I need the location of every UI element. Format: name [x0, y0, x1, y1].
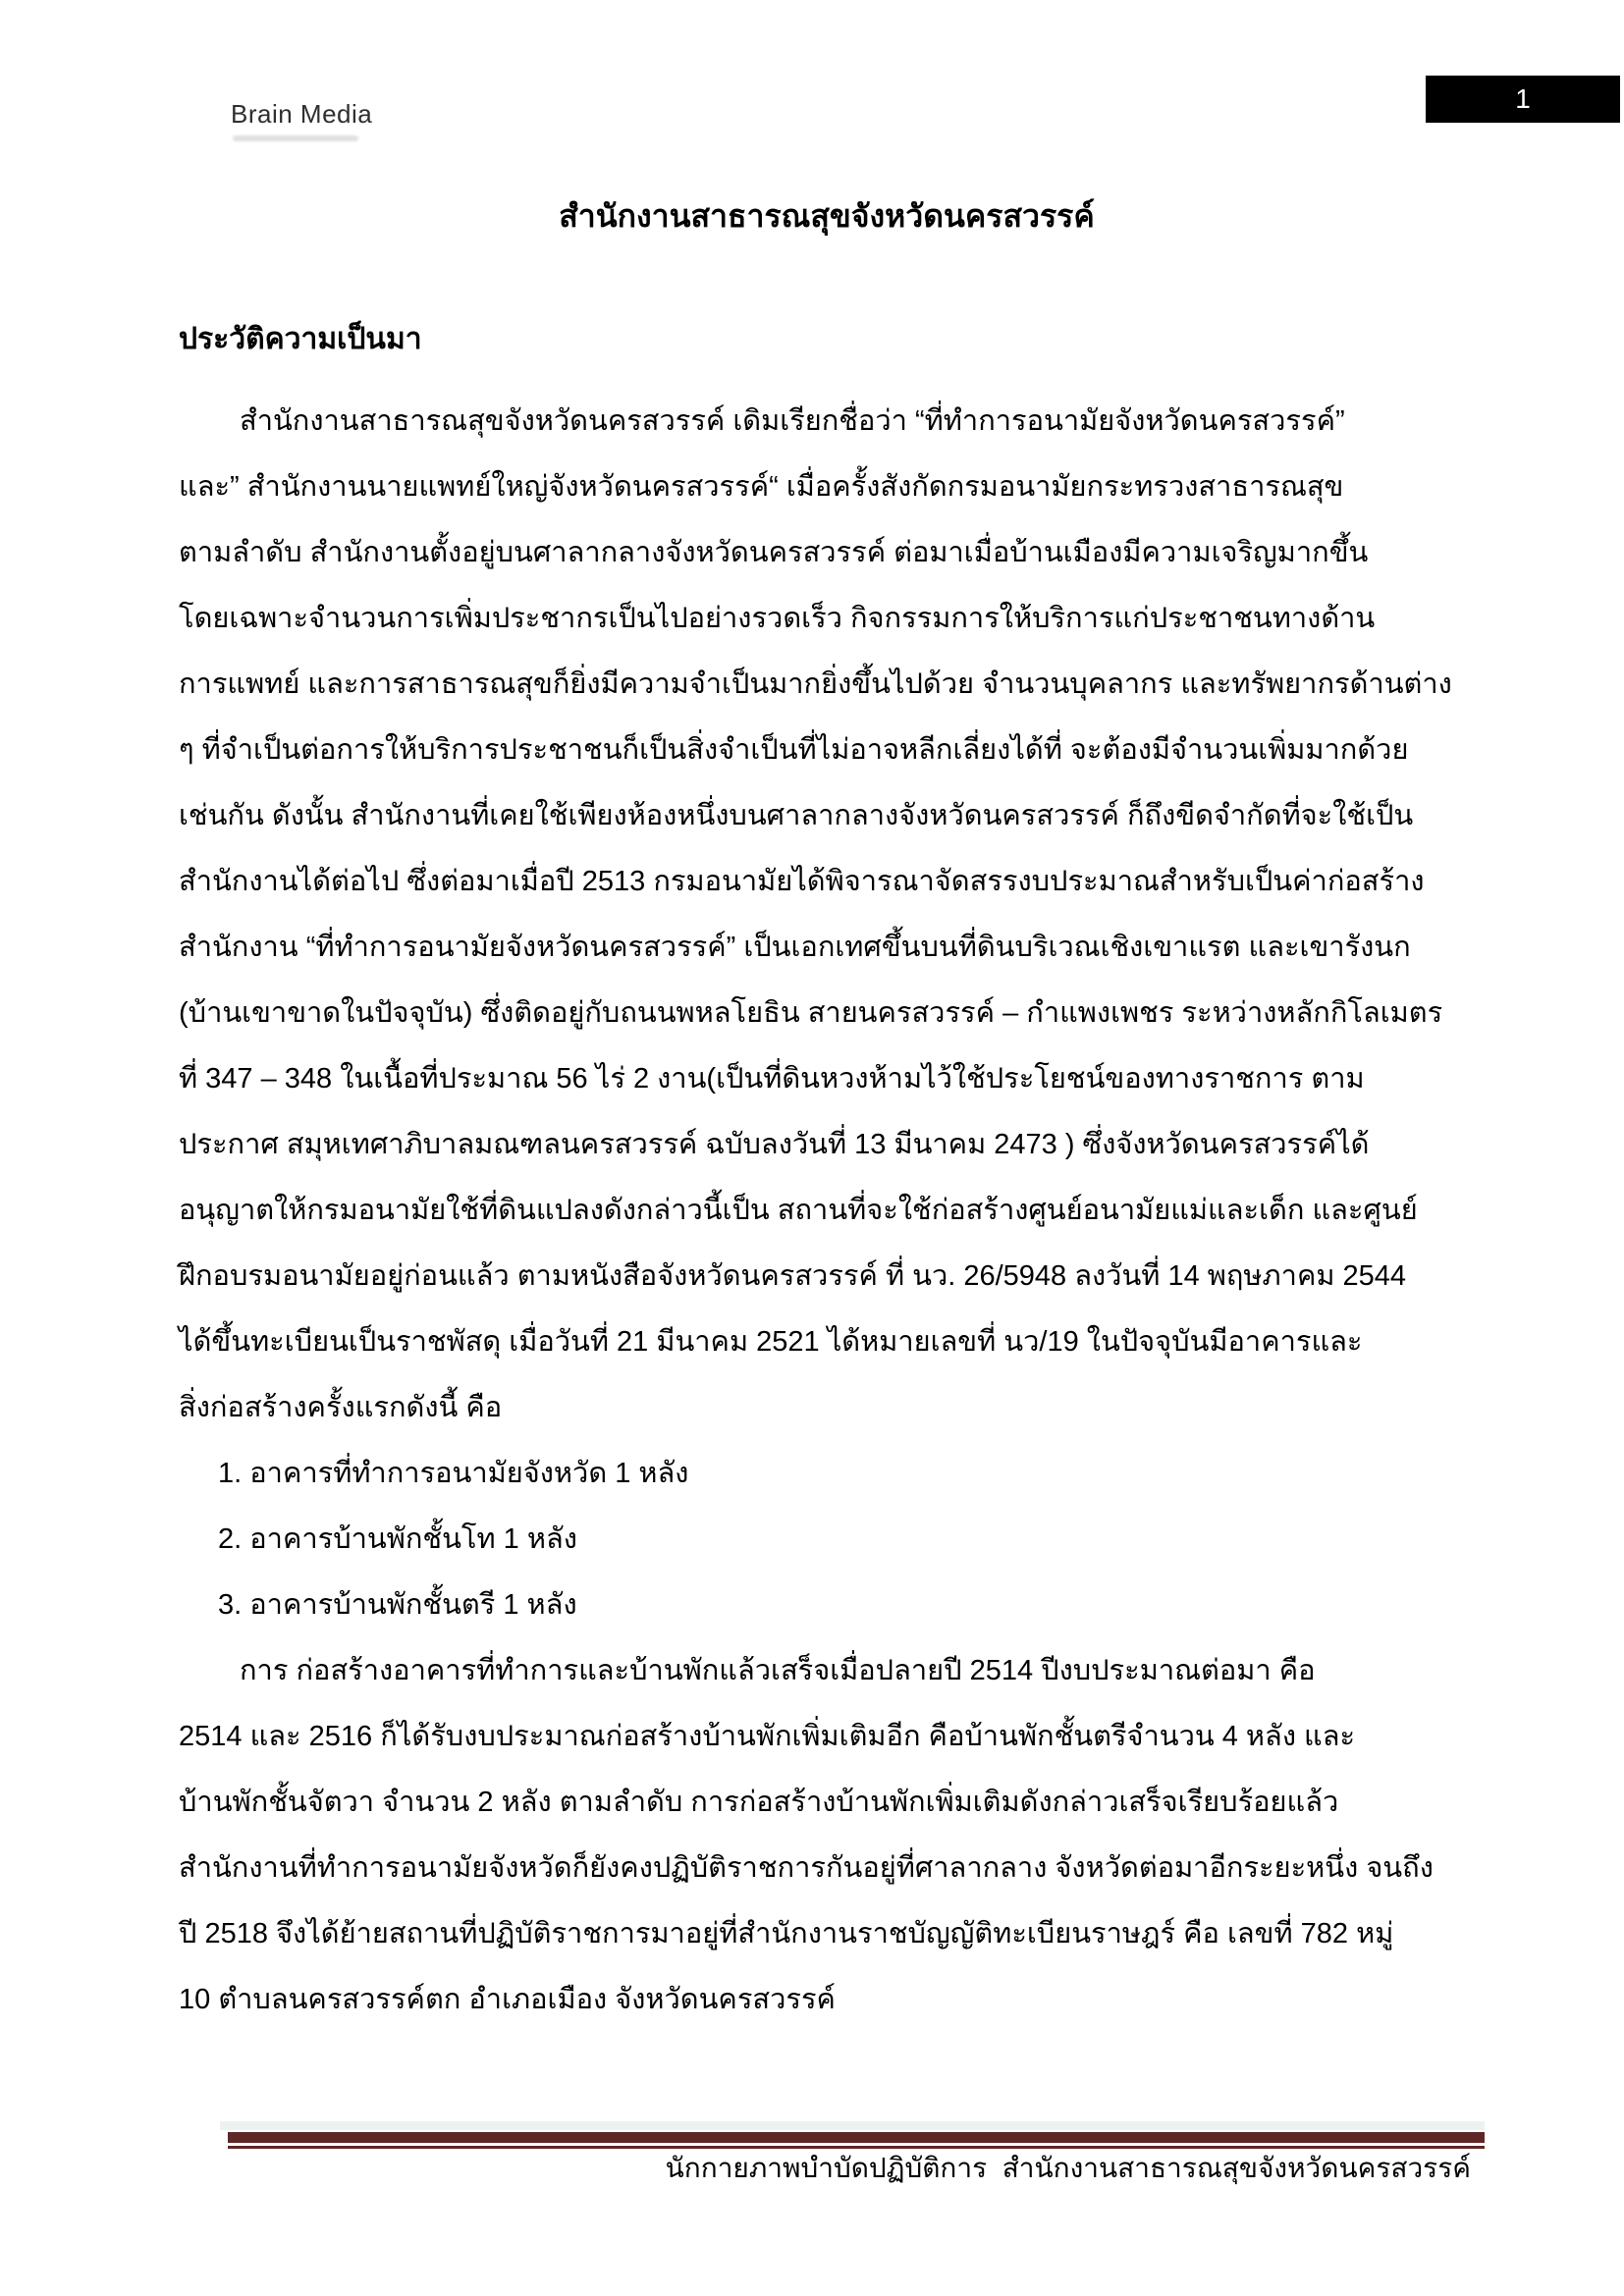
- brand-tagline-blur: [233, 135, 358, 141]
- footer-rule-thick: [228, 2132, 1485, 2143]
- footer-light-strip: [220, 2121, 1485, 2130]
- list-item: 1. อาคารที่ทำการอนามัยจังหวัด 1 หลัง: [218, 1458, 689, 1489]
- paragraph1-line: การแพทย์ และการสาธารณสุขก็ยิ่งมีความจำเป็นมากยิ่งขึ้นไปด้วย จำนวนบุคลากร และทรัพยากรด้านต่าง: [179, 668, 1452, 700]
- paragraph1-line: สำนักงานได้ต่อไป ซึ่งต่อมาเมื่อปี 2513 กรมอนามัยได้พิจารณาจัดสรรงบประมาณสำหรับเป็นค่าก่อสร้าง: [179, 866, 1425, 897]
- paragraph1-line: สำนักงาน “ที่ทำการอนามัยจังหวัดนครสวรรค์” เป็นเอกเทศขึ้นบนที่ดินบริเวณเชิงเขาแรต และเขารังนก: [179, 932, 1411, 963]
- paragraph2-line: ปี 2518 จึงได้ย้ายสถานที่ปฏิบัติราชการมาอยู่ที่สำนักงานราชบัญญัติทะเบียนราษฎร์ คือ เลขที่ 782 หมู่: [179, 1918, 1394, 1949]
- paragraph1-line: ที่ 347 – 348 ในเนื้อที่ประมาณ 56 ไร่ 2 งาน(เป็นที่ดินหวงห้ามไว้ใช้ประโยชน์ของทางราชการ ตาม: [179, 1063, 1365, 1095]
- paragraph2-line: 10 ตำบลนครสวรรค์ตก อำเภอเมือง จังหวัดนครสวรรค์: [179, 1984, 836, 2015]
- list-item: 3. อาคารบ้านพักชั้นตรี 1 หลัง: [218, 1589, 577, 1621]
- paragraph2-line: การ ก่อสร้างอาคารที่ทำการและบ้านพักแล้วเสร็จเมื่อปลายปี 2514 ปีงบประมาณต่อมา คือ: [240, 1655, 1316, 1686]
- document-title: สำนักงานสาธารณสุขจังหวัดนครสวรรค์: [559, 198, 1095, 234]
- page-number: 1: [1515, 83, 1531, 114]
- body-text: [179, 389, 1477, 2033]
- paragraph1-line: (บ้านเขาขาดในปัจจุบัน) ซึ่งติดอยู่กับถนนพหลโยธิน สายนครสวรรค์ – กำแพงเพชร ระหว่างหลักกิโลเมตร: [179, 997, 1443, 1029]
- paragraph1-line: เช่นกัน ดังนั้น สำนักงานที่เคยใช้เพียงห้องหนึ่งบนศาลากลางจังหวัดนครสวรรค์ ก็ถึงขีดจำกัดที่จะใช้เป็น: [179, 800, 1414, 831]
- paragraph1-line: ฝึกอบรมอนามัยอยู่ก่อนแล้ว ตามหนังสือจังหวัดนครสวรรค์ ที่ นว. 26/5948 ลงวันที่ 14 พฤษภาคม 2544: [179, 1260, 1407, 1292]
- paragraph1-line: สิ่งก่อสร้างครั้งแรกดังนี้ คือ: [179, 1392, 503, 1423]
- paragraph2-line: 2514 และ 2516 ก็ได้รับงบประมาณก่อสร้างบ้านพักเพิ่มเติมอีก คือบ้านพักชั้นตรีจำนวน 4 หลัง และ: [179, 1721, 1356, 1752]
- footer-credit: นักกายภาพบำบัดปฏิบัติการ สำนักงานสาธารณสุขจังหวัดนครสวรรค์: [665, 2153, 1471, 2183]
- paragraph1-line: อนุญาตให้กรมอนามัยใช้ที่ดินแปลงดังกล่าวนี้เป็น สถานที่จะใช้ก่อสร้างศูนย์อนามัยแม่และเด็ก และศูนย์: [179, 1195, 1418, 1226]
- paragraph1-line: โดยเฉพาะจำนวนการเพิ่มประชากรเป็นไปอย่างรวดเร็ว กิจกรรมการให้บริการแก่ประชาชนทางด้าน: [179, 603, 1376, 634]
- paragraph1-line: และ” สำนักงานนายแพทย์ใหญ่จังหวัดนครสวรรค์“ เมื่อครั้งสังกัดกรมอนามัยกระทรวงสาธารณสุข: [179, 471, 1344, 503]
- paragraph1-line: ได้ขึ้นทะเบียนเป็นราชพัสดุ เมื่อวันที่ 21 มีนาคม 2521 ได้หมายเลขที่ นว/19 ในปัจจุบันมีอาคารและ: [179, 1326, 1363, 1358]
- paragraph2-line: บ้านพักชั้นจัตวา จำนวน 2 หลัง ตามลำดับ การก่อสร้างบ้านพักเพิ่มเติมดังกล่าวเสร็จเรียบร้อยแล้ว: [179, 1787, 1339, 1818]
- paragraph2-line: สำนักงานที่ทำการอนามัยจังหวัดก็ยังคงปฏิบัติราชการกันอยู่ที่ศาลากลาง จังหวัดต่อมาอีกระยะหนึ่ง จนถึง: [179, 1852, 1434, 1884]
- list-item: 2. อาคารบ้านพักชั้นโท 1 หลัง: [218, 1523, 577, 1555]
- paragraph1-line: ๆ ที่จำเป็นต่อการให้บริการประชาชนก็เป็นสิ่งจำเป็นที่ไม่อาจหลีกเลี่ยงได้ที่ จะต้องมีจำนวนเพิ่มมากด้วย: [179, 734, 1409, 766]
- paragraph1-line: ประกาศ สมุหเทศาภิบาลมณฑลนครสวรรค์ ฉบับลงวันที่ 13 มีนาคม 2473 ) ซึ่งจังหวัดนครสวรรค์ได้: [179, 1129, 1370, 1160]
- section-heading: ประวัติความเป็นมา: [179, 323, 422, 355]
- paragraph1-line: ตามลำดับ สำนักงานตั้งอยู่บนศาลากลางจังหวัดนครสวรรค์ ต่อมาเมื่อบ้านเมืองมีความเจริญมากขึ้น: [179, 537, 1369, 568]
- footer-rule-thin: [228, 2146, 1485, 2149]
- paragraph1-line: สำนักงานสาธารณสุขจังหวัดนครสวรรค์ เดิมเรียกชื่อว่า “ที่ทำการอนามัยจังหวัดนครสวรรค์”: [240, 405, 1345, 437]
- page-number-badge: [1426, 76, 1620, 123]
- brand-text: Brain Media: [231, 99, 373, 129]
